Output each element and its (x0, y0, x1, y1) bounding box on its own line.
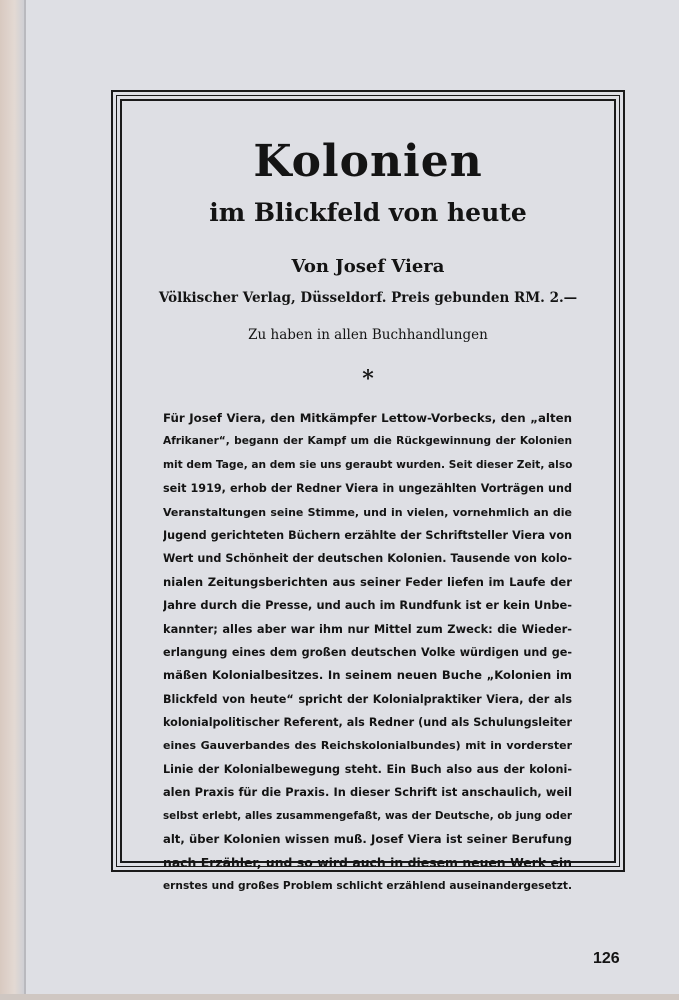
ad-publisher: Völkischer Verlag, Düsseldorf. Preis gebunden RM. 2.— (158, 290, 578, 306)
page-edge-shadow (24, 0, 26, 1000)
body-line: kolonialpolitischer Referent, als Redner (und als Schulungsleiter (163, 716, 572, 730)
body-line: Für Josef Viera, den Mitkämpfer Lettow-Vorbecks, den „alten (163, 411, 572, 425)
body-line: Blickfeld von heute“ spricht der Kolonialpraktiker Viera, der als (163, 692, 572, 706)
body-line: Jahre durch die Presse, und auch im Rundfunk ist er kein Unbe- (163, 598, 572, 613)
page-bottom-edge (0, 994, 679, 1000)
body-line: eines Gauverbandes des Reichskolonialbundes) mit in vorderster (163, 739, 572, 753)
body-line: alt, über Kolonien wissen muß. Josef Viera ist seiner Berufung (163, 832, 572, 847)
body-line: selbst erlebt, alles zusammengefaßt, was der Deutsche, ob jung oder (163, 809, 572, 822)
body-line: mäßen Kolonialbesitzes. In seinem neuen Buche „Kolonien im (163, 668, 572, 683)
body-line: Linie der Kolonialbewegung steht. Ein Buch also aus der koloni- (163, 762, 572, 776)
page-number: 126 (593, 950, 620, 967)
body-line: mit dem Tage, an dem sie uns geraubt wurden. Seit dieser Zeit, also (163, 458, 572, 471)
body-line: Afrikaner“, begann der Kampf um die Rückgewinnung der Kolonien (163, 435, 572, 448)
ad-availability: Zu haben in allen Buchhandlungen (248, 327, 488, 343)
separator-asterisk: * (362, 366, 374, 392)
body-line: nialen Zeitungsberichten aus seiner Feder liefen im Laufe der (163, 574, 572, 589)
body-line: nach Erzähler, und so wird auch in diesem neuen Werk ein (163, 855, 572, 871)
body-line: alen Praxis für die Praxis. In dieser Schrift ist anschaulich, weil (163, 785, 572, 800)
ad-author: Von Josef Viera (291, 256, 445, 277)
page-edge (0, 0, 24, 1000)
ad-subtitle: im Blickfeld von heute (209, 198, 527, 227)
ad-title: Kolonien (253, 136, 483, 187)
ad-body-text (163, 407, 572, 898)
body-line: ernstes und großes Problem schlicht erzählend auseinandergesetzt. (163, 879, 572, 892)
body-line: Jugend gerichteten Büchern erzählte der Schriftsteller Viera von (163, 528, 572, 542)
body-line: kannter; alles aber war ihm nur Mittel zum Zweck: die Wieder- (163, 621, 572, 636)
body-line: Wert und Schönheit der deutschen Kolonien. Tausende von kolo- (163, 552, 572, 566)
body-line: seit 1919, erhob der Redner Viera in ungezählten Vorträgen und (163, 482, 572, 496)
body-line: erlangung eines dem großen deutschen Volke würdigen und ge- (163, 645, 572, 659)
body-line: Veranstaltungen seine Stimme, und in vielen, vornehmlich an die (163, 505, 572, 519)
